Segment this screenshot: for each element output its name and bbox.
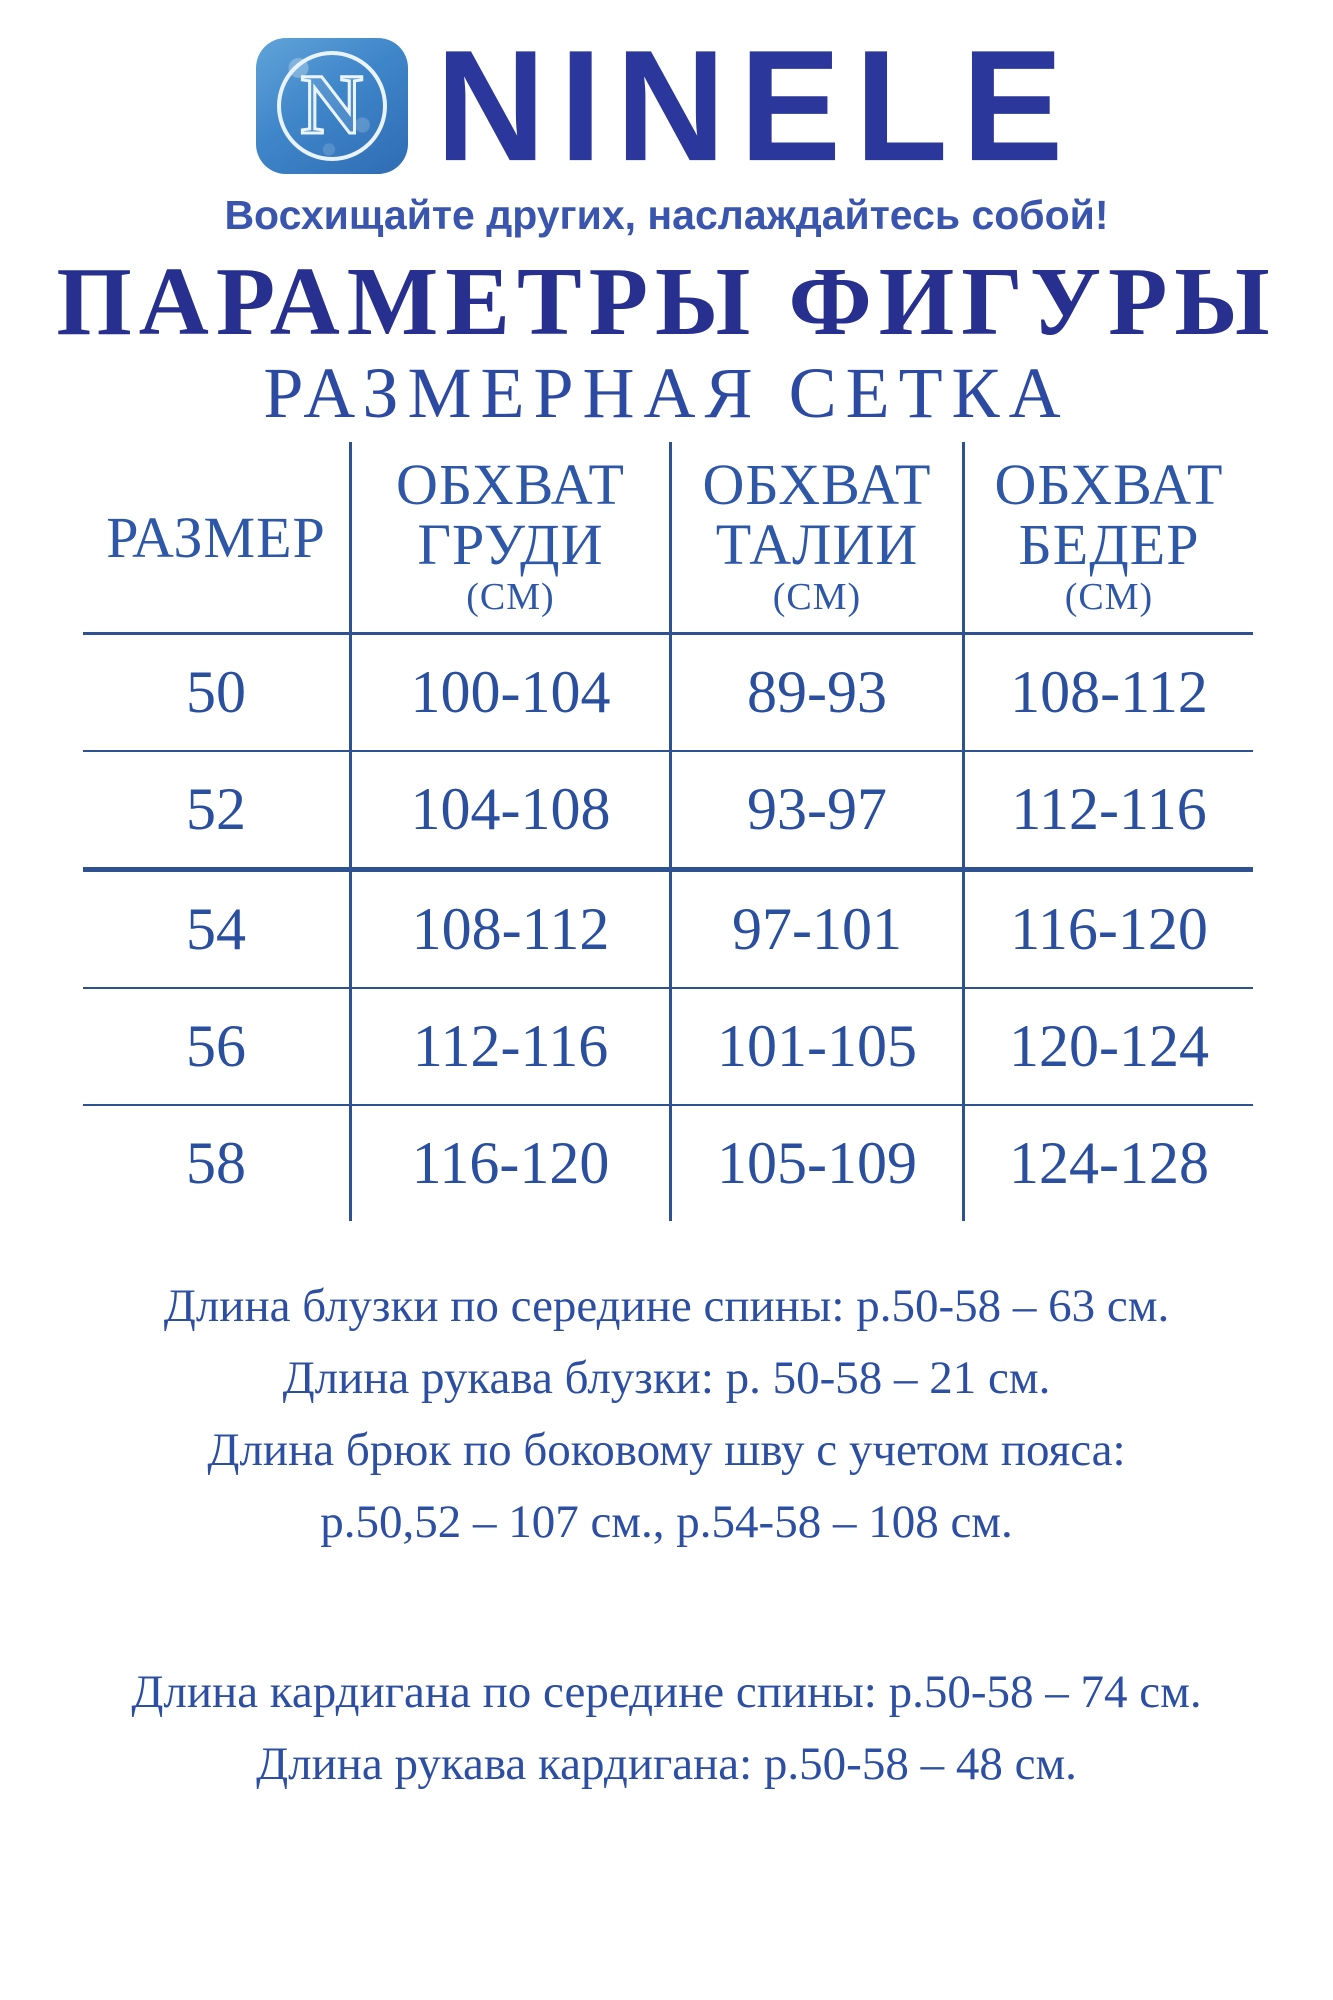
table-row-size-50 — [83, 632, 1253, 750]
table-row-size-52 — [83, 750, 1253, 867]
cell-waist: 93-97 — [669, 752, 962, 867]
cell-waist: 89-93 — [669, 635, 962, 750]
col-header-hips — [962, 442, 1253, 632]
cell-waist: 105-109 — [669, 1106, 962, 1221]
cell-size: 58 — [186, 1130, 246, 1196]
cell-chest: 100-104 — [349, 635, 669, 750]
col-header-chest-line2: ГРУДИ — [417, 512, 604, 577]
notes-gap — [0, 1571, 1333, 1669]
col-header-size: РАЗМЕР — [106, 504, 326, 570]
cell-hips: 116-120 — [962, 872, 1253, 987]
table-row-size-56 — [83, 987, 1253, 1104]
cell-size: 52 — [186, 776, 246, 842]
page-subtitle: РАЗМЕРНАЯ СЕТКА — [263, 353, 1070, 433]
table-row-size-54 — [83, 867, 1253, 987]
cell-hips: 120-124 — [962, 989, 1253, 1104]
col-header-hips-line1: ОБХВАТ — [994, 452, 1224, 517]
note-trousers-length-label: Длина брюк по боковому шву с учетом пояса: — [207, 1424, 1126, 1476]
col-header-chest-line1: ОБХВАТ — [396, 452, 625, 517]
table-header-row — [83, 442, 1253, 632]
brand-logo — [256, 38, 408, 174]
note-trousers-length-values: р.50,52 – 107 см., р.54-58 – 108 см. — [320, 1496, 1013, 1548]
col-header-hips-line2: БЕДЕР — [1018, 512, 1200, 577]
cell-chest: 112-116 — [349, 989, 669, 1104]
brand-wordmark: NINELE — [435, 17, 1078, 195]
logo-n-icon: N — [300, 56, 363, 152]
cell-chest: 116-120 — [349, 1106, 669, 1221]
col-header-chest — [349, 442, 669, 632]
cell-waist: 101-105 — [669, 989, 962, 1104]
note-cardigan-sleeve-length: Длина рукава кардигана: р.50-58 – 48 см. — [256, 1738, 1077, 1790]
col-header-waist-unit: (СМ) — [772, 576, 862, 618]
cell-size: 56 — [186, 1013, 246, 1079]
col-header-waist — [669, 442, 962, 632]
cell-chest: 104-108 — [349, 752, 669, 867]
cell-hips: 112-116 — [962, 752, 1253, 867]
cell-hips: 124-128 — [962, 1106, 1253, 1221]
size-table — [83, 442, 1253, 1221]
brand-tagline: Восхищайте других, наслаждайтесь собой! — [224, 192, 1109, 238]
col-header-waist-line1: ОБХВАТ — [702, 452, 932, 517]
cell-chest: 108-112 — [349, 872, 669, 987]
brand-header — [0, 0, 1333, 195]
col-header-hips-unit: (СМ) — [1064, 576, 1154, 618]
table-row-size-58 — [83, 1104, 1253, 1221]
cell-waist: 97-101 — [669, 872, 962, 987]
note-cardigan-back-length: Длина кардигана по середине спины: р.50-58 – 74 см. — [131, 1666, 1202, 1718]
note-blouse-sleeve-length: Длина рукава блузки: р. 50-58 – 21 см. — [282, 1352, 1051, 1404]
col-header-waist-line2: ТАЛИИ — [715, 512, 919, 577]
page-title: ПАРАМЕТРЫ ФИГУРЫ — [56, 248, 1277, 355]
note-blouse-back-length: Длина блузки по середине спины: р.50-58 – 63 см. — [163, 1280, 1170, 1332]
cell-size: 54 — [186, 896, 246, 962]
cell-size: 50 — [186, 659, 246, 725]
col-header-chest-unit: (СМ) — [466, 576, 555, 618]
logo-circle — [277, 51, 387, 161]
measurement-notes — [0, 1280, 1333, 1790]
cell-hips: 108-112 — [962, 635, 1253, 750]
